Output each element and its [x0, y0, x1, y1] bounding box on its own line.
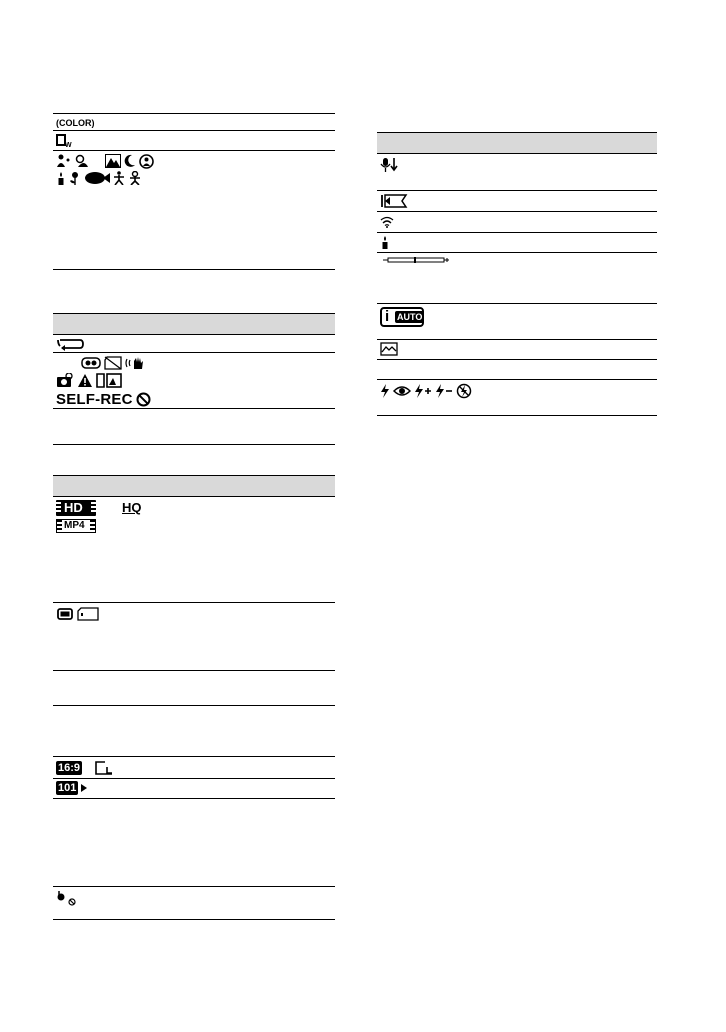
- row-media: [53, 603, 335, 671]
- row-flash: [377, 380, 657, 416]
- candle-icon: [56, 171, 66, 185]
- portrait-icon: [56, 154, 72, 168]
- warning-triangle-icon: [77, 373, 93, 388]
- hq-label: HQ: [122, 500, 142, 515]
- row-aspect-size: [53, 757, 335, 779]
- left-section-3: [53, 475, 335, 920]
- row-wireless: [377, 212, 657, 233]
- color-slot-icon: (COLOR): [56, 118, 95, 128]
- self-rec-label: SELF-REC: [56, 390, 133, 408]
- flash-icon: [380, 384, 390, 398]
- film-mp4-icon: MP4: [56, 519, 96, 533]
- table-header: [377, 132, 657, 154]
- row-scene-modes: [53, 151, 335, 270]
- camera-shake-icon: [125, 356, 147, 370]
- table-header: [53, 313, 335, 335]
- intelligent-auto-icon: i AUTO: [380, 307, 424, 327]
- record-lock-icon: [81, 356, 101, 370]
- protect-prohibited-icon: [56, 890, 78, 906]
- folder-number-icon: 101: [58, 782, 77, 794]
- red-eye-reduction-icon: [393, 384, 411, 398]
- night-portrait-icon: [139, 154, 154, 169]
- scene-frame-icon: [380, 194, 408, 208]
- media-full-icon: [96, 373, 122, 388]
- sports-icon: [113, 171, 125, 185]
- spotlight-icon: [128, 171, 142, 185]
- play-arrow-icon: [81, 784, 87, 792]
- fish-icon: [84, 171, 110, 185]
- row-folder: [53, 779, 335, 799]
- row-scene-frame: [377, 191, 657, 212]
- row-empty: [377, 360, 657, 380]
- left-section-2: [53, 313, 335, 445]
- white-balance-icon: [56, 134, 72, 148]
- row-white-balance: [53, 131, 335, 151]
- flash-plus-icon: [414, 384, 432, 398]
- flash-minus-icon: [435, 384, 453, 398]
- prohibited-icon: [136, 392, 151, 407]
- zoom-bar-icon: [380, 254, 450, 268]
- row-repeat: [53, 335, 335, 353]
- left-section-1: [53, 113, 335, 270]
- landscape-icon: [105, 154, 121, 168]
- row-empty: [53, 799, 335, 887]
- microphone-level-icon: [380, 157, 398, 173]
- night-scene-icon: [124, 154, 136, 168]
- row-picture-effect: [377, 340, 657, 360]
- camera-warning-icon: [56, 373, 74, 388]
- memory-card-warning-icon: [104, 356, 122, 370]
- memory-card-icon: [77, 607, 99, 621]
- table-header: [53, 475, 335, 497]
- wireless-signal-icon: [380, 216, 394, 228]
- svg-text:W: W: [65, 142, 72, 148]
- row-zoom-bar: [377, 253, 657, 304]
- row-empty: [53, 409, 335, 445]
- image-size-icon: [94, 760, 114, 776]
- candle-icon: [380, 235, 390, 249]
- row-intelligent-auto: [377, 304, 657, 340]
- child-icon: [75, 154, 89, 168]
- flower-icon: [69, 171, 81, 185]
- row-warnings: [53, 353, 335, 409]
- loop-repeat-icon: [56, 337, 84, 351]
- row-empty: [53, 706, 335, 757]
- picture-effect-icon: [380, 342, 398, 356]
- row-protect: [53, 887, 335, 920]
- aspect-ratio-icon: 16:9: [58, 762, 81, 774]
- row-color-slot: [53, 113, 335, 131]
- film-hd-icon: HD: [56, 500, 96, 516]
- row-low-light: [377, 233, 657, 253]
- internal-memory-icon: [56, 607, 74, 621]
- row-mic-level: [377, 154, 657, 191]
- right-section: [377, 132, 657, 416]
- row-recording-format: [53, 497, 335, 603]
- flash-off-icon: [456, 383, 472, 399]
- row-empty: [53, 671, 335, 706]
